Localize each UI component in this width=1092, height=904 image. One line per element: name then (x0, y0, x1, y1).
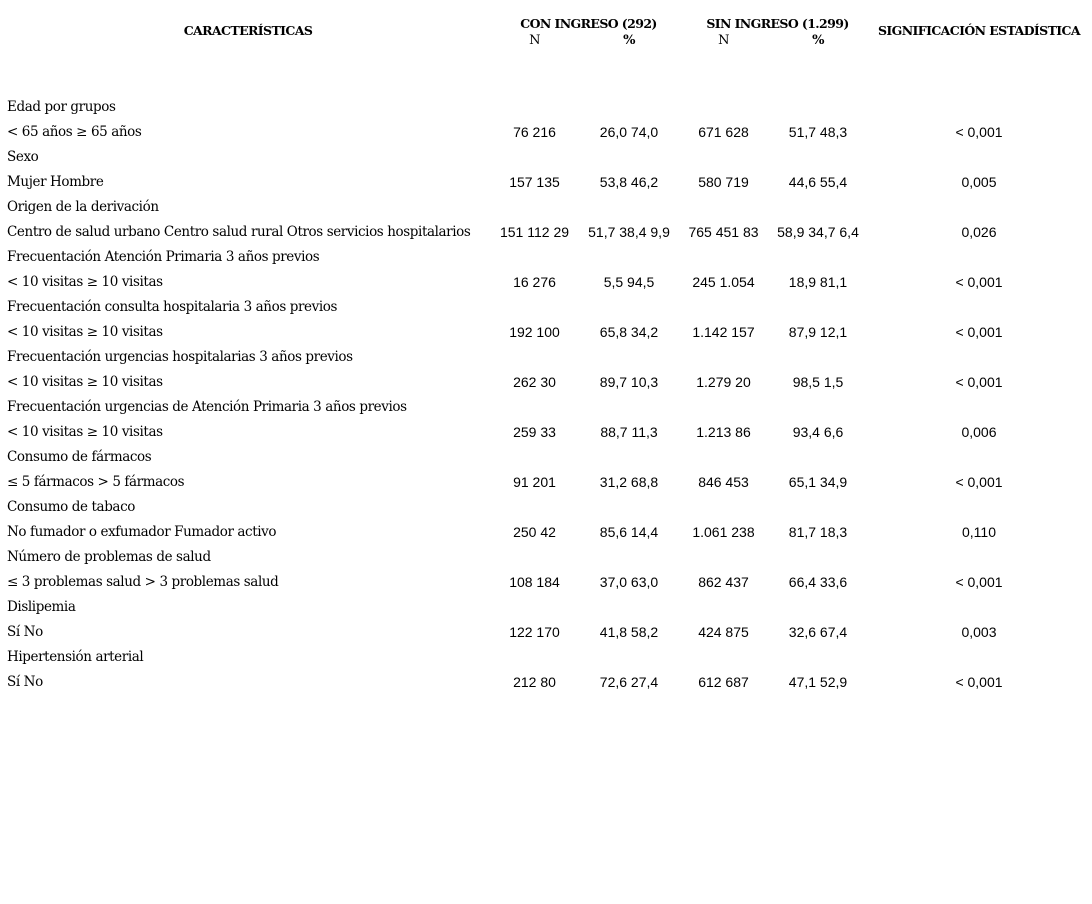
p-value: 0,003 (961, 623, 997, 640)
header-con-n: N (529, 33, 540, 48)
sin-ingreso-pct: 47,1 52,9 (788, 673, 848, 690)
table-body (2, 58, 1086, 694)
con-ingreso-n: 212 80 (513, 673, 556, 690)
sin-ingreso-n: 671 628 (698, 123, 749, 140)
con-ingreso-n: 250 42 (513, 523, 556, 540)
category-labels: ≤ 3 problemas salud > 3 problemas salud (7, 573, 279, 590)
p-value: < 0,001 (955, 573, 1003, 590)
con-ingreso-n: 76 216 (513, 123, 556, 140)
category-labels: No fumador o exfumador Fumador activo (7, 523, 277, 540)
table-row (2, 319, 1086, 344)
group-label: Origen de la derivación (7, 198, 159, 215)
con-ingreso-pct: 37,0 63,0 (599, 573, 659, 590)
table-group-row (2, 194, 1086, 219)
sin-ingreso-pct: 32,6 67,4 (788, 623, 848, 640)
con-ingreso-pct: 53,8 46,2 (599, 173, 659, 190)
sin-ingreso-pct: 66,4 33,6 (788, 573, 848, 590)
con-ingreso-pct: 65,8 34,2 (599, 323, 659, 340)
group-label: Consumo de tabaco (7, 498, 135, 515)
con-ingreso-pct: 41,8 58,2 (599, 623, 659, 640)
table-row (2, 269, 1086, 294)
spacer-row (2, 58, 1086, 94)
sin-ingreso-pct: 18,9 81,1 (788, 273, 848, 290)
group-label: Sexo (7, 148, 39, 165)
sin-ingreso-n: 245 1.054 (692, 273, 755, 290)
sin-ingreso-pct: 93,4 6,6 (792, 423, 844, 440)
table-group-row (2, 94, 1086, 119)
table-group-row (2, 594, 1086, 619)
con-ingreso-pct: 88,7 11,3 (600, 423, 658, 440)
group-label: Frecuentación urgencias de Atención Primaria 3 años previos (7, 398, 407, 415)
con-ingreso-pct: 31,2 68,8 (599, 473, 659, 490)
sin-ingreso-pct: 51,7 48,3 (788, 123, 848, 140)
table-group-row (2, 394, 1086, 419)
category-labels: < 10 visitas ≥ 10 visitas (7, 423, 163, 440)
sin-ingreso-pct: 87,9 12,1 (788, 323, 848, 340)
table-group-row (2, 144, 1086, 169)
con-ingreso-pct: 26,0 74,0 (599, 123, 659, 140)
con-ingreso-n: 259 33 (513, 423, 556, 440)
category-labels: Mujer Hombre (7, 173, 104, 190)
table-row (2, 519, 1086, 544)
header-characteristics: CARACTERÍSTICAS (183, 22, 313, 38)
group-label: Edad por grupos (7, 98, 116, 115)
sin-ingreso-n: 1.279 20 (696, 373, 751, 390)
table-row (2, 619, 1086, 644)
category-labels: < 10 visitas ≥ 10 visitas (7, 273, 163, 290)
header-with-admission: CON INGRESO (292) (520, 16, 657, 31)
con-ingreso-n: 122 170 (509, 623, 560, 640)
p-value: 0,005 (961, 173, 997, 190)
p-value: < 0,001 (955, 373, 1003, 390)
con-ingreso-n: 108 184 (509, 573, 560, 590)
table-row (2, 569, 1086, 594)
table-group-row (2, 444, 1086, 469)
sin-ingreso-n: 862 437 (698, 573, 749, 590)
table-row (2, 469, 1086, 494)
table-group-row (2, 344, 1086, 369)
category-labels: < 10 visitas ≥ 10 visitas (7, 323, 163, 340)
con-ingreso-n: 157 135 (509, 173, 560, 190)
sin-ingreso-n: 424 875 (698, 623, 749, 640)
table-group-row (2, 244, 1086, 269)
con-ingreso-n: 262 30 (513, 373, 556, 390)
category-labels: Centro de salud urbano Centro salud rural Otros servicios hospitalarios (7, 223, 471, 240)
category-labels: < 65 años ≥ 65 años (7, 123, 142, 140)
p-value: < 0,001 (955, 123, 1003, 140)
con-ingreso-n: 151 112 29 (499, 223, 570, 240)
table-group-row (2, 644, 1086, 669)
con-ingreso-n: 91 201 (513, 473, 556, 490)
header-sin-n: N (718, 33, 729, 48)
group-label: Hipertensión arterial (7, 648, 144, 665)
sin-ingreso-n: 612 687 (698, 673, 749, 690)
con-ingreso-pct: 85,6 14,4 (599, 523, 659, 540)
category-labels: Sí No (7, 673, 43, 690)
table-group-row (2, 294, 1086, 319)
group-label: Frecuentación Atención Primaria 3 años previos (7, 248, 320, 265)
p-value: < 0,001 (955, 323, 1003, 340)
sin-ingreso-n: 765 451 83 (688, 223, 759, 240)
group-label: Número de problemas de salud (7, 548, 211, 565)
con-ingreso-pct: 5,5 94,5 (603, 273, 655, 290)
table-row (2, 369, 1086, 394)
sin-ingreso-n: 1.142 157 (692, 323, 755, 340)
sin-ingreso-n: 1.061 238 (692, 523, 755, 540)
group-label: Dislipemia (7, 598, 76, 615)
sin-ingreso-n: 846 453 (698, 473, 749, 490)
con-ingreso-pct: 89,7 10,3 (599, 373, 659, 390)
header-con-pct: % (623, 33, 635, 48)
sin-ingreso-n: 1.213 86 (696, 423, 751, 440)
p-value: 0,026 (961, 223, 997, 240)
category-labels: < 10 visitas ≥ 10 visitas (7, 373, 163, 390)
table-row (2, 119, 1086, 144)
header-without-admission: SIN INGRESO (1.299) (706, 16, 849, 31)
group-label: Consumo de fármacos (7, 448, 152, 465)
table-row (2, 419, 1086, 444)
group-label: Frecuentación urgencias hospitalarias 3 años previos (7, 348, 353, 365)
con-ingreso-n: 192 100 (509, 323, 560, 340)
p-value: < 0,001 (955, 673, 1003, 690)
con-ingreso-pct: 72,6 27,4 (599, 673, 659, 690)
sin-ingreso-pct: 58,9 34,7 6,4 (777, 223, 859, 240)
con-ingreso-n: 16 276 (513, 273, 556, 290)
table-group-row (2, 544, 1086, 569)
sin-ingreso-pct: 65,1 34,9 (788, 473, 848, 490)
category-labels: ≤ 5 fármacos > 5 fármacos (7, 473, 185, 490)
p-value: 0,006 (961, 423, 997, 440)
category-labels: Sí No (7, 623, 43, 640)
group-label: Frecuentación consulta hospitalaria 3 años previos (7, 298, 338, 315)
header-sin-pct: % (812, 33, 824, 48)
p-value: < 0,001 (955, 273, 1003, 290)
sin-ingreso-n: 580 719 (698, 173, 749, 190)
table-row (2, 169, 1086, 194)
table-row (2, 669, 1086, 694)
header-significance: SIGNIFICACIÓN ESTADÍSTICA (877, 22, 1081, 38)
p-value: < 0,001 (955, 473, 1003, 490)
sin-ingreso-pct: 98,5 1,5 (792, 373, 844, 390)
sin-ingreso-pct: 44,6 55,4 (788, 173, 848, 190)
sin-ingreso-pct: 81,7 18,3 (788, 523, 848, 540)
p-value: 0,110 (962, 523, 996, 540)
characteristics-table (2, 2, 1086, 694)
table-row (2, 219, 1086, 244)
table-header (2, 2, 1086, 58)
table-group-row (2, 494, 1086, 519)
con-ingreso-pct: 51,7 38,4 9,9 (588, 223, 670, 240)
